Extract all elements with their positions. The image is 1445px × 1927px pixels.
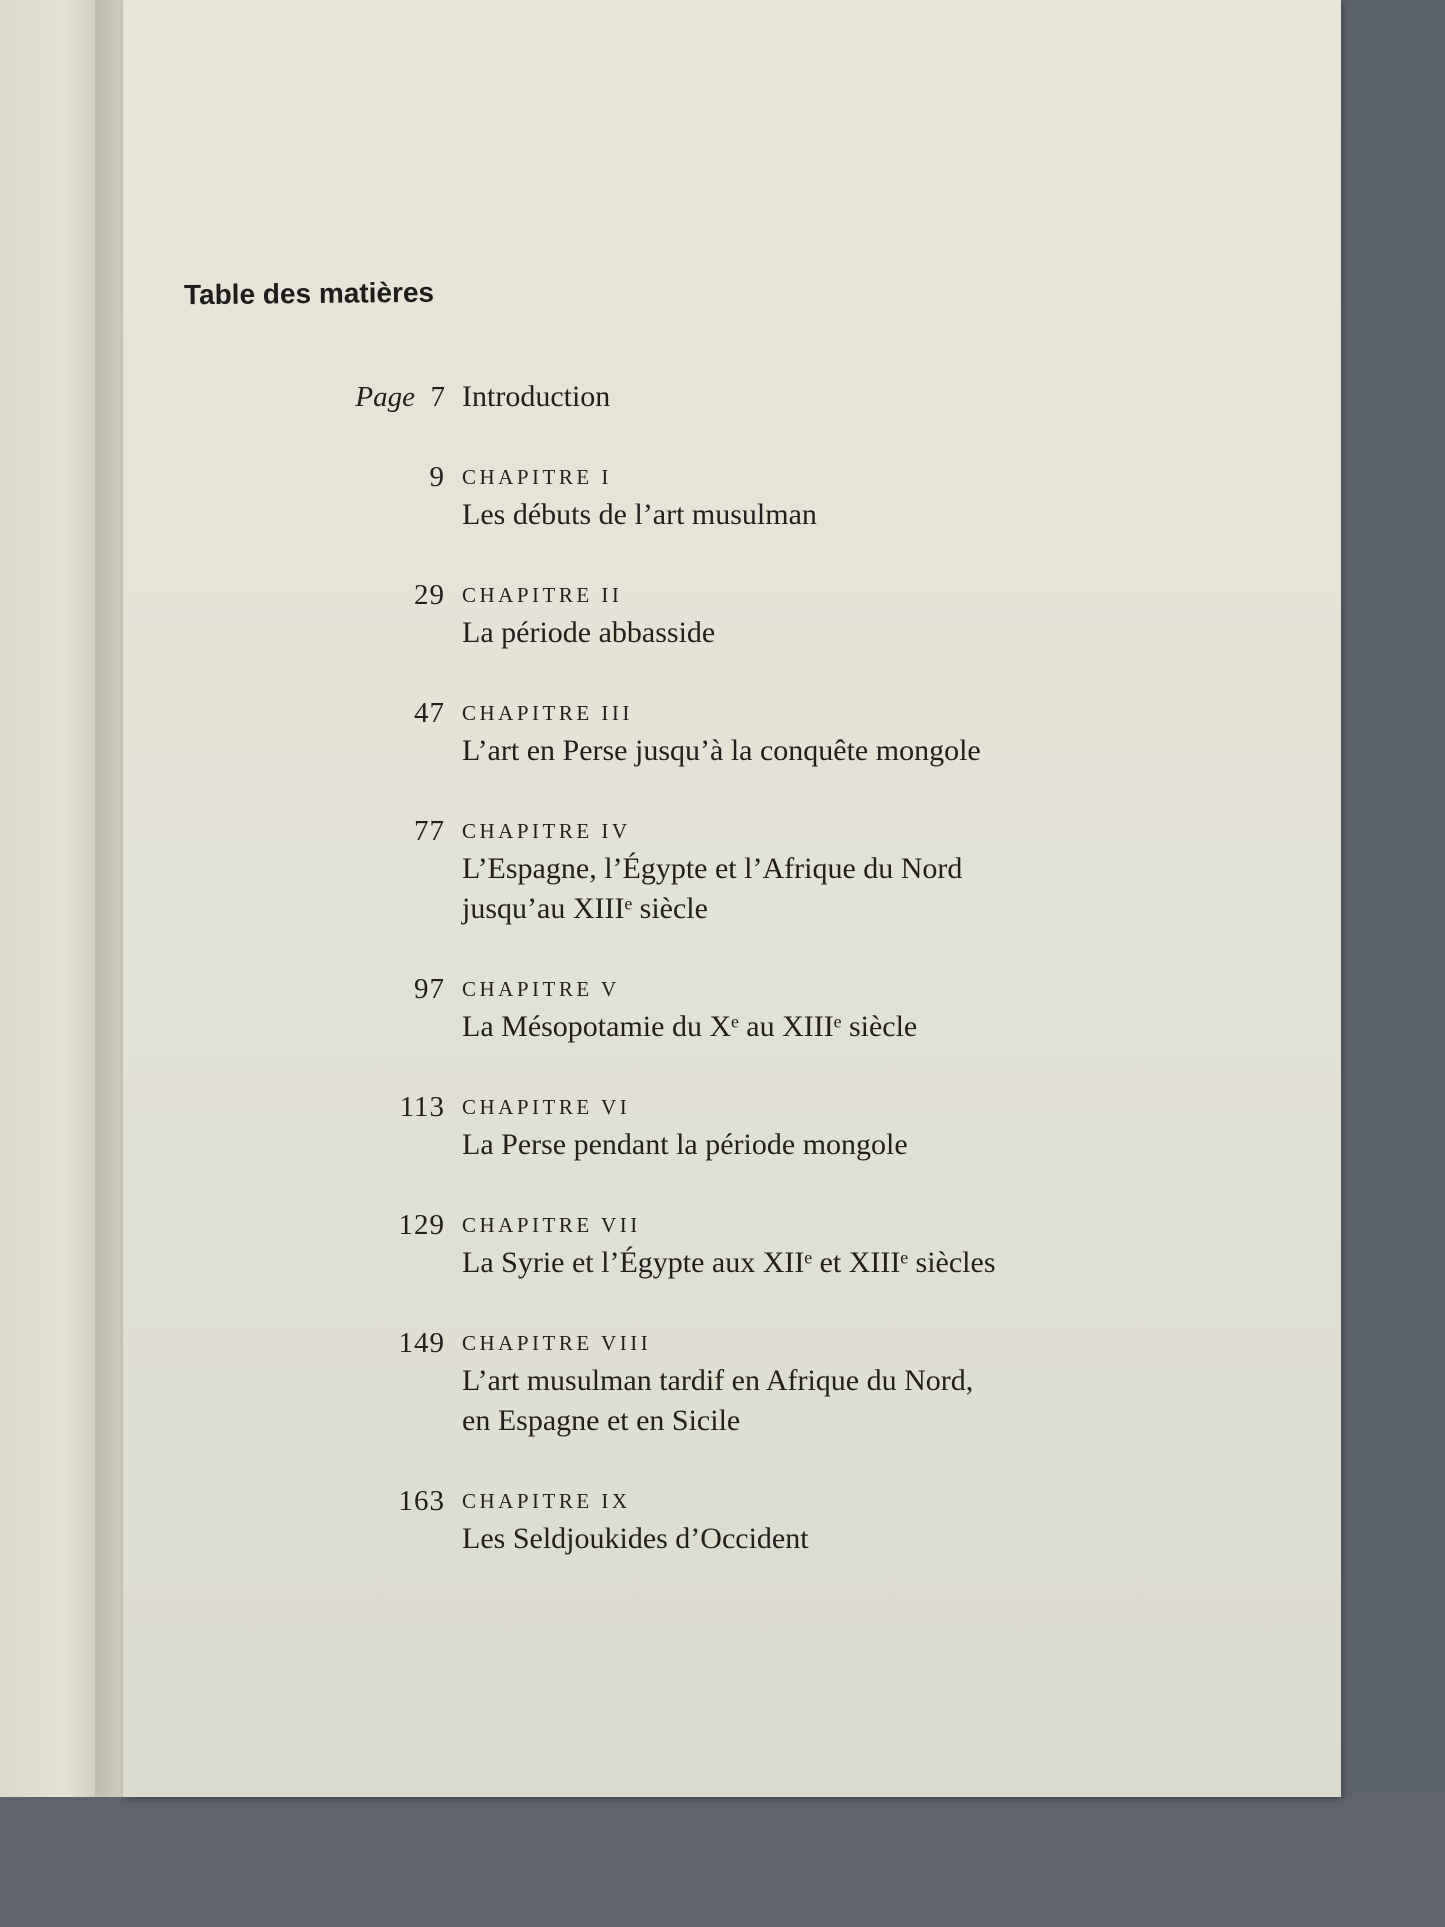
toc-entry (300, 813, 1200, 929)
entry-body (462, 1325, 973, 1441)
chapter-title-line: La Mésopotamie du Xᵉ au XIIIᵉ siècle (462, 1010, 918, 1043)
toc-entry (300, 1325, 1200, 1441)
entry-body (462, 1207, 996, 1283)
toc-entry (300, 1089, 1200, 1165)
chapter-label: CHAPITRE V (462, 977, 620, 1001)
entry-body (462, 695, 981, 771)
chapter-label: CHAPITRE II (462, 583, 623, 607)
entry-body (462, 1483, 809, 1559)
chapter-title-line: L’Espagne, l’Égypte et l’Afrique du Nord (462, 852, 963, 885)
page-title: Table des matières (183, 276, 435, 311)
chapter-label: CHAPITRE IV (462, 819, 631, 843)
chapter-title-line: L’art musulman tardif en Afrique du Nord, (462, 1364, 974, 1397)
chapter-label: CHAPITRE VII (462, 1213, 641, 1237)
chapter-title-line: Les débuts de l’art musulman (462, 498, 817, 531)
chapter-label: CHAPITRE VI (462, 1095, 631, 1119)
page-number: 97 (414, 973, 445, 1005)
page-number: 29 (414, 579, 445, 611)
page-number: 7 (430, 381, 445, 413)
page-number: 9 (429, 461, 445, 493)
chapter-label: CHAPITRE I (462, 465, 612, 489)
chapter-label: CHAPITRE III (462, 701, 633, 725)
chapter-title-line: La Perse pendant la période mongole (462, 1128, 908, 1161)
page-number: 47 (414, 697, 445, 729)
chapter-label: CHAPITRE IX (462, 1489, 631, 1513)
page-label: Page (355, 381, 415, 413)
book-cover-surface (0, 1797, 1445, 1927)
entry-body (462, 1089, 908, 1165)
entry-body (462, 577, 715, 653)
toc-entry (300, 1483, 1200, 1559)
entry-body (462, 459, 817, 535)
chapter-list (300, 459, 1200, 1559)
toc-entry (300, 577, 1200, 653)
page-number: 77 (414, 815, 445, 847)
page-number: 149 (398, 1327, 445, 1359)
table-of-contents (300, 380, 1200, 1559)
chapter-label: CHAPITRE VIII (462, 1331, 652, 1355)
toc-entry (300, 459, 1200, 535)
page-number: 129 (398, 1209, 445, 1241)
chapter-title-line: Les Seldjoukides d’Occident (462, 1522, 809, 1555)
toc-entry (300, 971, 1200, 1047)
chapter-title-line: L’art en Perse jusqu’à la conquête mongole (462, 734, 981, 767)
chapter-title-line: en Espagne et en Sicile (462, 1404, 741, 1437)
toc-entry (300, 1207, 1200, 1283)
chapter-title-line: jusqu’au XIIIᵉ siècle (462, 892, 708, 925)
page-number: 113 (399, 1091, 445, 1123)
entry-body (462, 971, 917, 1047)
entry-body (462, 813, 962, 929)
chapter-title-line: La période abbasside (462, 616, 716, 649)
entry-title: Introduction (462, 380, 611, 413)
toc-entry-introduction (300, 380, 1200, 424)
toc-entry (300, 695, 1200, 771)
page-number: 163 (398, 1485, 445, 1517)
chapter-title-line: La Syrie et l’Égypte aux XIIᵉ et XIIIᵉ siècles (462, 1246, 996, 1279)
